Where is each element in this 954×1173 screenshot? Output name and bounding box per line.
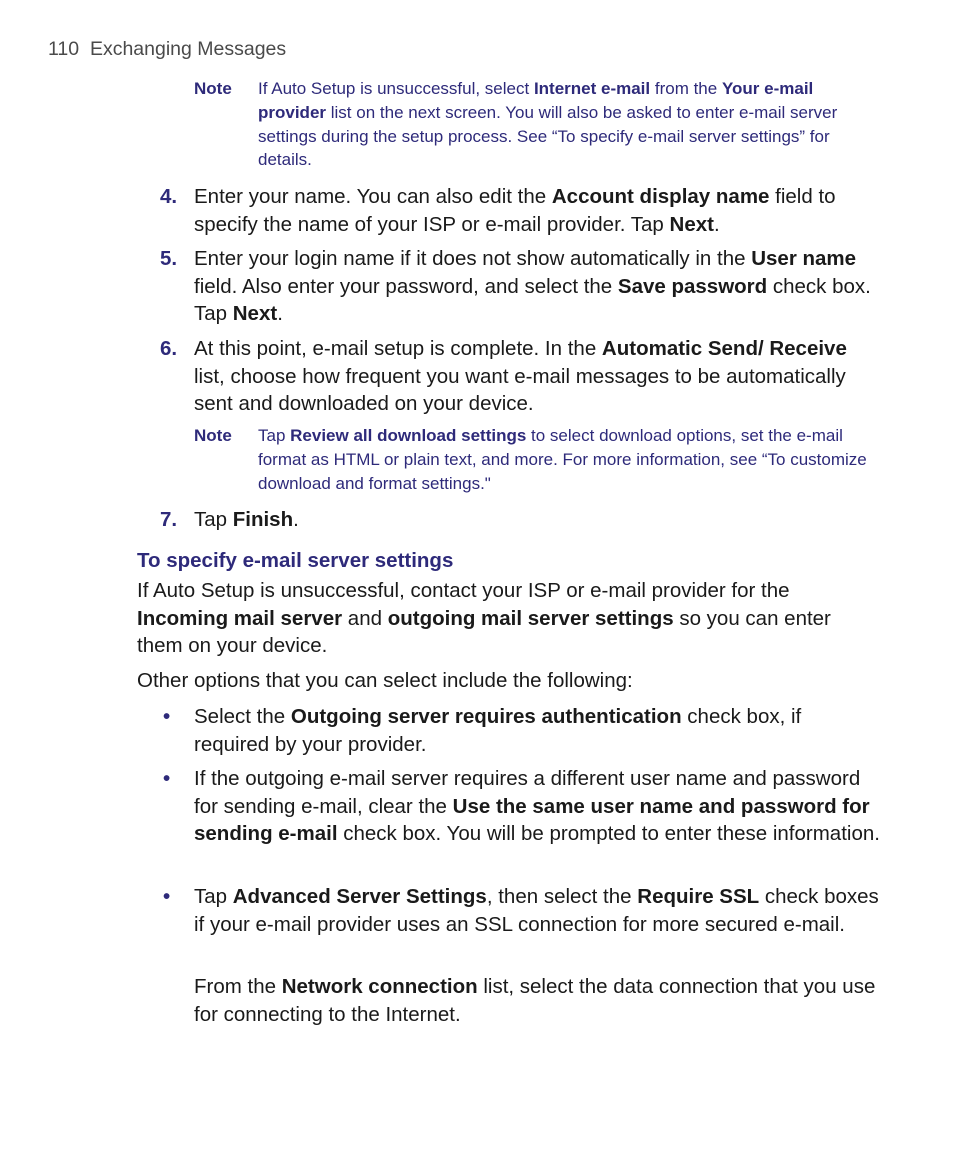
step-number: 5.	[160, 247, 178, 270]
network-connection-paragraph: From the Network connection list, select the data connection that you use for connecting to the Internet.	[194, 975, 876, 1026]
note-download-settings	[194, 424, 874, 495]
step-number: 7.	[160, 508, 178, 531]
step-7	[160, 506, 880, 534]
step-6	[160, 335, 880, 418]
bullet-icon: •	[163, 705, 171, 728]
step-number: 6.	[160, 337, 178, 360]
bullet-item	[160, 765, 880, 848]
note-auto-setup	[194, 77, 874, 172]
step-text: At this point, e-mail setup is complete. In the Automatic Send/ Receive list, choose how frequent you want e-mail messages to be automatically sent and downloaded on your device.	[194, 337, 847, 415]
bullet-item	[160, 703, 880, 758]
bullet-item	[160, 883, 880, 938]
bullet-icon: •	[163, 885, 171, 908]
page-number: 110	[48, 38, 80, 60]
step-text: Enter your name. You can also edit the Account display name field to specify the name of your ISP or e-mail provider. Tap Next.	[194, 185, 836, 236]
other-options-paragraph: Other options that you can select include the following:	[137, 669, 633, 692]
bullet-text: Tap Advanced Server Settings, then select the Require SSL check boxes if your e-mail provider uses an SSL connection for more secured e-mail.	[194, 885, 879, 936]
section-title: Exchanging Messages	[89, 38, 287, 60]
step-number: 4.	[160, 185, 178, 208]
section-heading: To specify e-mail server settings	[137, 549, 454, 572]
note-text: Tap Review all download settings to select download options, set the e-mail format as HTML or plain text, and more. For more information, see “To customize download and format settings."	[258, 426, 867, 493]
bullet-text: If the outgoing e-mail server requires a different user name and password for sending e-mail, clear the Use the same user name and password for sending e-mail check box. You will be prompted to enter these information.	[194, 767, 880, 845]
note-label: Note	[194, 426, 232, 445]
step-4	[160, 183, 880, 238]
intro-paragraph: If Auto Setup is unsuccessful, contact your ISP or e-mail provider for the Incoming mail server and outgoing mail server settings so you can enter them on your device.	[137, 579, 831, 657]
note-text: If Auto Setup is unsuccessful, select Internet e-mail from the Your e-mail provider list on the next screen. You will also be asked to enter e-mail server settings during the setup process. See “To specify e-mail server settings” for details.	[258, 79, 838, 170]
step-text: Enter your login name if it does not show automatically in the User name field. Also enter your password, and select the Save password check box. Tap Next.	[194, 247, 871, 325]
bullet-icon: •	[163, 767, 171, 790]
note-label: Note	[194, 79, 232, 98]
page-header	[48, 38, 286, 61]
bullet-text: Select the Outgoing server requires authentication check box, if required by your provider.	[194, 705, 802, 756]
step-text: Tap Finish.	[194, 508, 299, 531]
step-5	[160, 245, 880, 328]
